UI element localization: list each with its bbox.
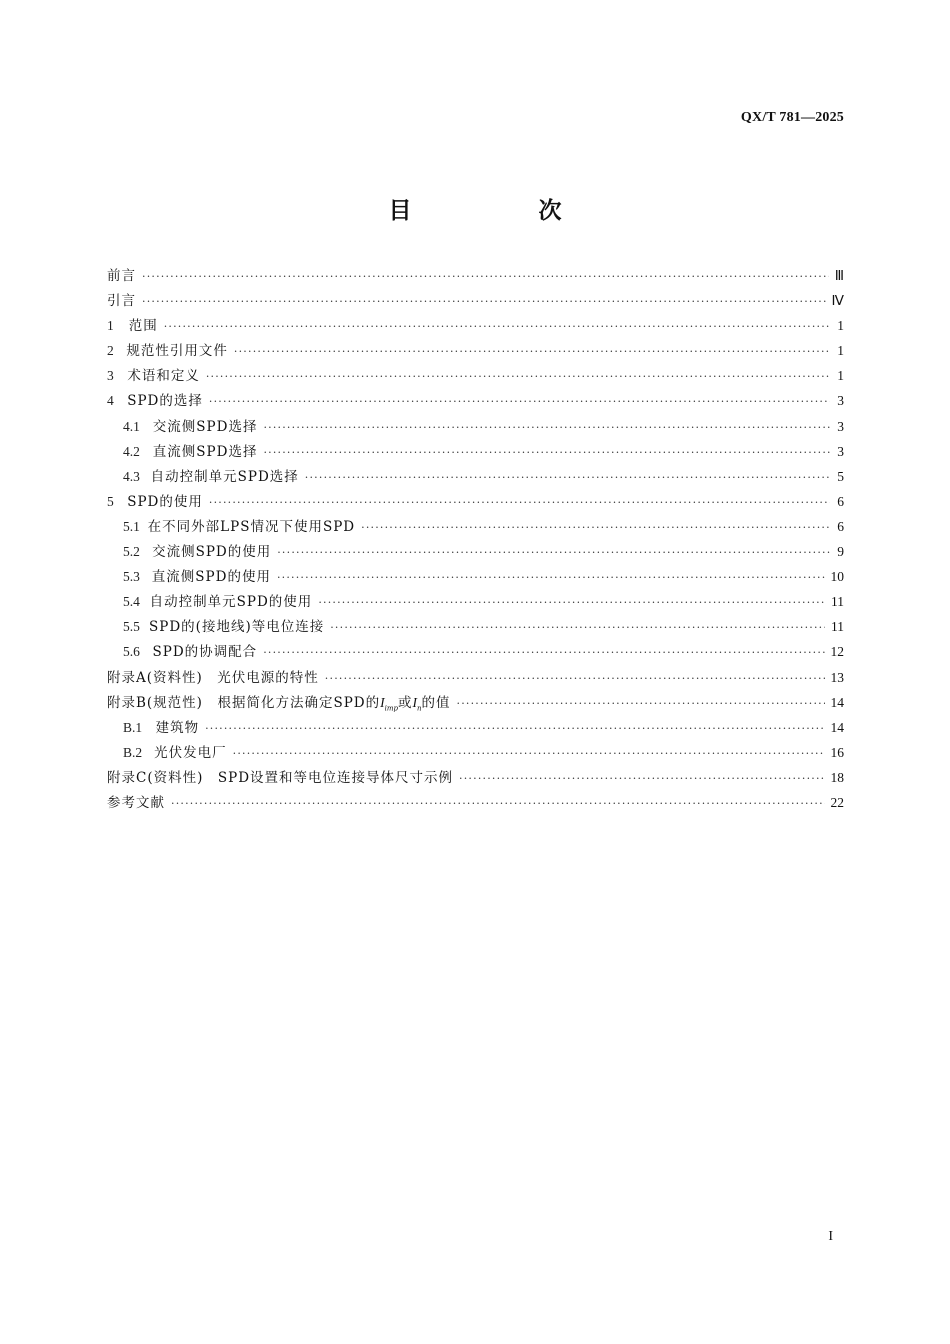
- toc-entry-label: 术语和定义: [127, 368, 200, 385]
- toc-entry-number: 5.1: [123, 518, 140, 534]
- toc-entry[interactable]: [107, 589, 844, 614]
- toc-entry-number: 4.2: [123, 443, 140, 459]
- toc-leader-dots: [330, 615, 825, 640]
- toc-leader-dots: [233, 741, 825, 766]
- toc-entry[interactable]: [107, 690, 844, 715]
- toc-entry-label: 引言: [107, 293, 136, 310]
- toc-leader-dots: [325, 666, 825, 691]
- toc-entry-number: 2: [107, 343, 114, 359]
- toc-leader-dots: [263, 640, 824, 665]
- toc-entry-number: 4: [107, 393, 114, 409]
- page-number: I: [828, 1229, 833, 1244]
- toc-entry-page: 16: [830, 744, 844, 760]
- toc-entry[interactable]: [107, 464, 844, 489]
- toc-entry-label: SPD的协调配合: [152, 644, 258, 661]
- toc-entry-number: 4.3: [123, 468, 140, 484]
- toc-entry-page: 10: [830, 569, 844, 585]
- toc-entry-label: 直流侧SPD选择: [152, 443, 258, 460]
- toc-entry[interactable]: [107, 715, 844, 740]
- toc-entry-page: 9: [837, 544, 844, 560]
- toc-entry[interactable]: [107, 639, 844, 664]
- toc-entry-label: 范围: [128, 318, 158, 335]
- toc-entry[interactable]: [107, 263, 844, 288]
- toc-leader-dots: [277, 565, 825, 590]
- toc-entry-label: 附录C(资料性) SPD设置和等电位连接导体尺寸示例: [107, 769, 454, 786]
- toc-entry-label: 在不同外部LPS情况下使用SPD: [147, 518, 356, 535]
- toc-leader-dots: [361, 515, 830, 540]
- toc-entry-page: 5: [837, 468, 844, 484]
- toc-entry-page: 6: [837, 493, 844, 509]
- toc-entry-label: SPD的使用: [127, 493, 203, 510]
- toc-leader-dots: [263, 415, 830, 440]
- toc-entry[interactable]: [107, 614, 844, 639]
- toc-leader-dots: [263, 440, 830, 465]
- toc-entry-label: 自动控制单元SPD的使用: [149, 594, 313, 611]
- toc-entry-page: 3: [837, 418, 844, 434]
- toc-entry-label: 附录A(资料性) 光伏电源的特性: [107, 669, 319, 686]
- toc-entry[interactable]: [107, 363, 844, 388]
- toc-entry-page: 3: [837, 393, 844, 409]
- toc-leader-dots: [209, 389, 830, 414]
- toc-entry-number: B.2: [123, 744, 143, 760]
- toc-entry-number: 5.2: [123, 544, 140, 560]
- table-of-contents: [107, 263, 844, 815]
- toc-leader-dots: [205, 716, 824, 741]
- toc-entry[interactable]: [107, 489, 844, 514]
- toc-leader-dots: [459, 766, 824, 791]
- toc-entry-number: 5.3: [123, 569, 140, 585]
- toc-entry-page: 1: [837, 318, 844, 334]
- toc-leader-dots: [164, 314, 830, 339]
- toc-entry-label: SPD的(接地线)等电位连接: [149, 619, 325, 636]
- toc-entry-page: 14: [830, 719, 844, 735]
- toc-entry-page: Ⅳ: [831, 293, 844, 309]
- toc-entry-page: Ⅲ: [834, 268, 844, 283]
- toc-entry-number: 5: [107, 493, 114, 509]
- toc-entry-number: 5.5: [123, 619, 140, 635]
- toc-leader-dots: [171, 791, 825, 816]
- toc-entry-number: 3: [107, 368, 114, 384]
- toc-entry-label: 交流侧SPD选择: [152, 418, 258, 435]
- page-title: 目 次: [388, 198, 614, 224]
- toc-entry-label: 自动控制单元SPD选择: [150, 468, 299, 485]
- toc-entry[interactable]: [107, 790, 844, 815]
- toc-entry-page: 1: [837, 343, 844, 359]
- toc-entry[interactable]: [107, 740, 844, 765]
- toc-entry-label: 参考文献: [107, 794, 165, 811]
- toc-leader-dots: [318, 590, 825, 615]
- toc-entry[interactable]: [107, 514, 844, 539]
- toc-entry-label: 前言: [107, 268, 136, 284]
- toc-entry[interactable]: [107, 439, 844, 464]
- toc-entry-number: B.1: [123, 719, 143, 735]
- toc-entry-page: 1: [837, 368, 844, 384]
- toc-leader-dots: [209, 490, 830, 515]
- toc-leader-dots: [305, 465, 830, 490]
- toc-entry[interactable]: [107, 765, 844, 790]
- toc-entry-page: 11: [831, 594, 844, 610]
- toc-entry-number: 5.6: [123, 644, 140, 660]
- toc-entry-label: 规范性引用文件: [126, 343, 228, 360]
- toc-entry[interactable]: [107, 288, 844, 313]
- toc-leader-dots: [142, 264, 829, 289]
- toc-entry-page: 12: [830, 644, 844, 660]
- toc-leader-dots: [234, 339, 830, 364]
- toc-entry-page: 22: [830, 794, 844, 810]
- toc-entry[interactable]: [107, 388, 844, 413]
- toc-entry[interactable]: [107, 414, 844, 439]
- toc-entry-page: 13: [830, 669, 844, 685]
- toc-entry-page: 14: [830, 694, 844, 710]
- toc-leader-dots: [277, 540, 830, 565]
- toc-entry-label: 附录B(规范性) 根据简化方法确定SPD的$I_{imp}$或$I_n$的值: [107, 694, 451, 713]
- toc-entry[interactable]: [107, 539, 844, 564]
- toc-entry-page: 18: [830, 769, 844, 785]
- toc-leader-dots: [457, 691, 825, 716]
- toc-entry-page: 6: [837, 518, 844, 534]
- toc-entry[interactable]: [107, 313, 844, 338]
- toc-entry-page: 11: [831, 619, 844, 635]
- toc-entry-label: SPD的选择: [127, 393, 203, 410]
- toc-entry-label: 光伏发电厂: [154, 744, 227, 761]
- toc-entry[interactable]: [107, 338, 844, 363]
- toc-entry-number: 5.4: [123, 594, 140, 610]
- toc-entry-page: 3: [837, 443, 844, 459]
- toc-entry-number: 4.1: [123, 418, 140, 434]
- toc-leader-dots: [142, 289, 826, 314]
- toc-entry-label: 建筑物: [155, 719, 200, 736]
- document-code: QX/T 781—2025: [740, 110, 844, 125]
- toc-entry[interactable]: [107, 564, 844, 589]
- toc-entry-label: 交流侧SPD的使用: [152, 544, 272, 561]
- toc-entry-number: 1: [107, 318, 114, 334]
- toc-entry-label: 直流侧SPD的使用: [151, 569, 271, 586]
- toc-entry[interactable]: [107, 665, 844, 690]
- toc-leader-dots: [206, 364, 830, 389]
